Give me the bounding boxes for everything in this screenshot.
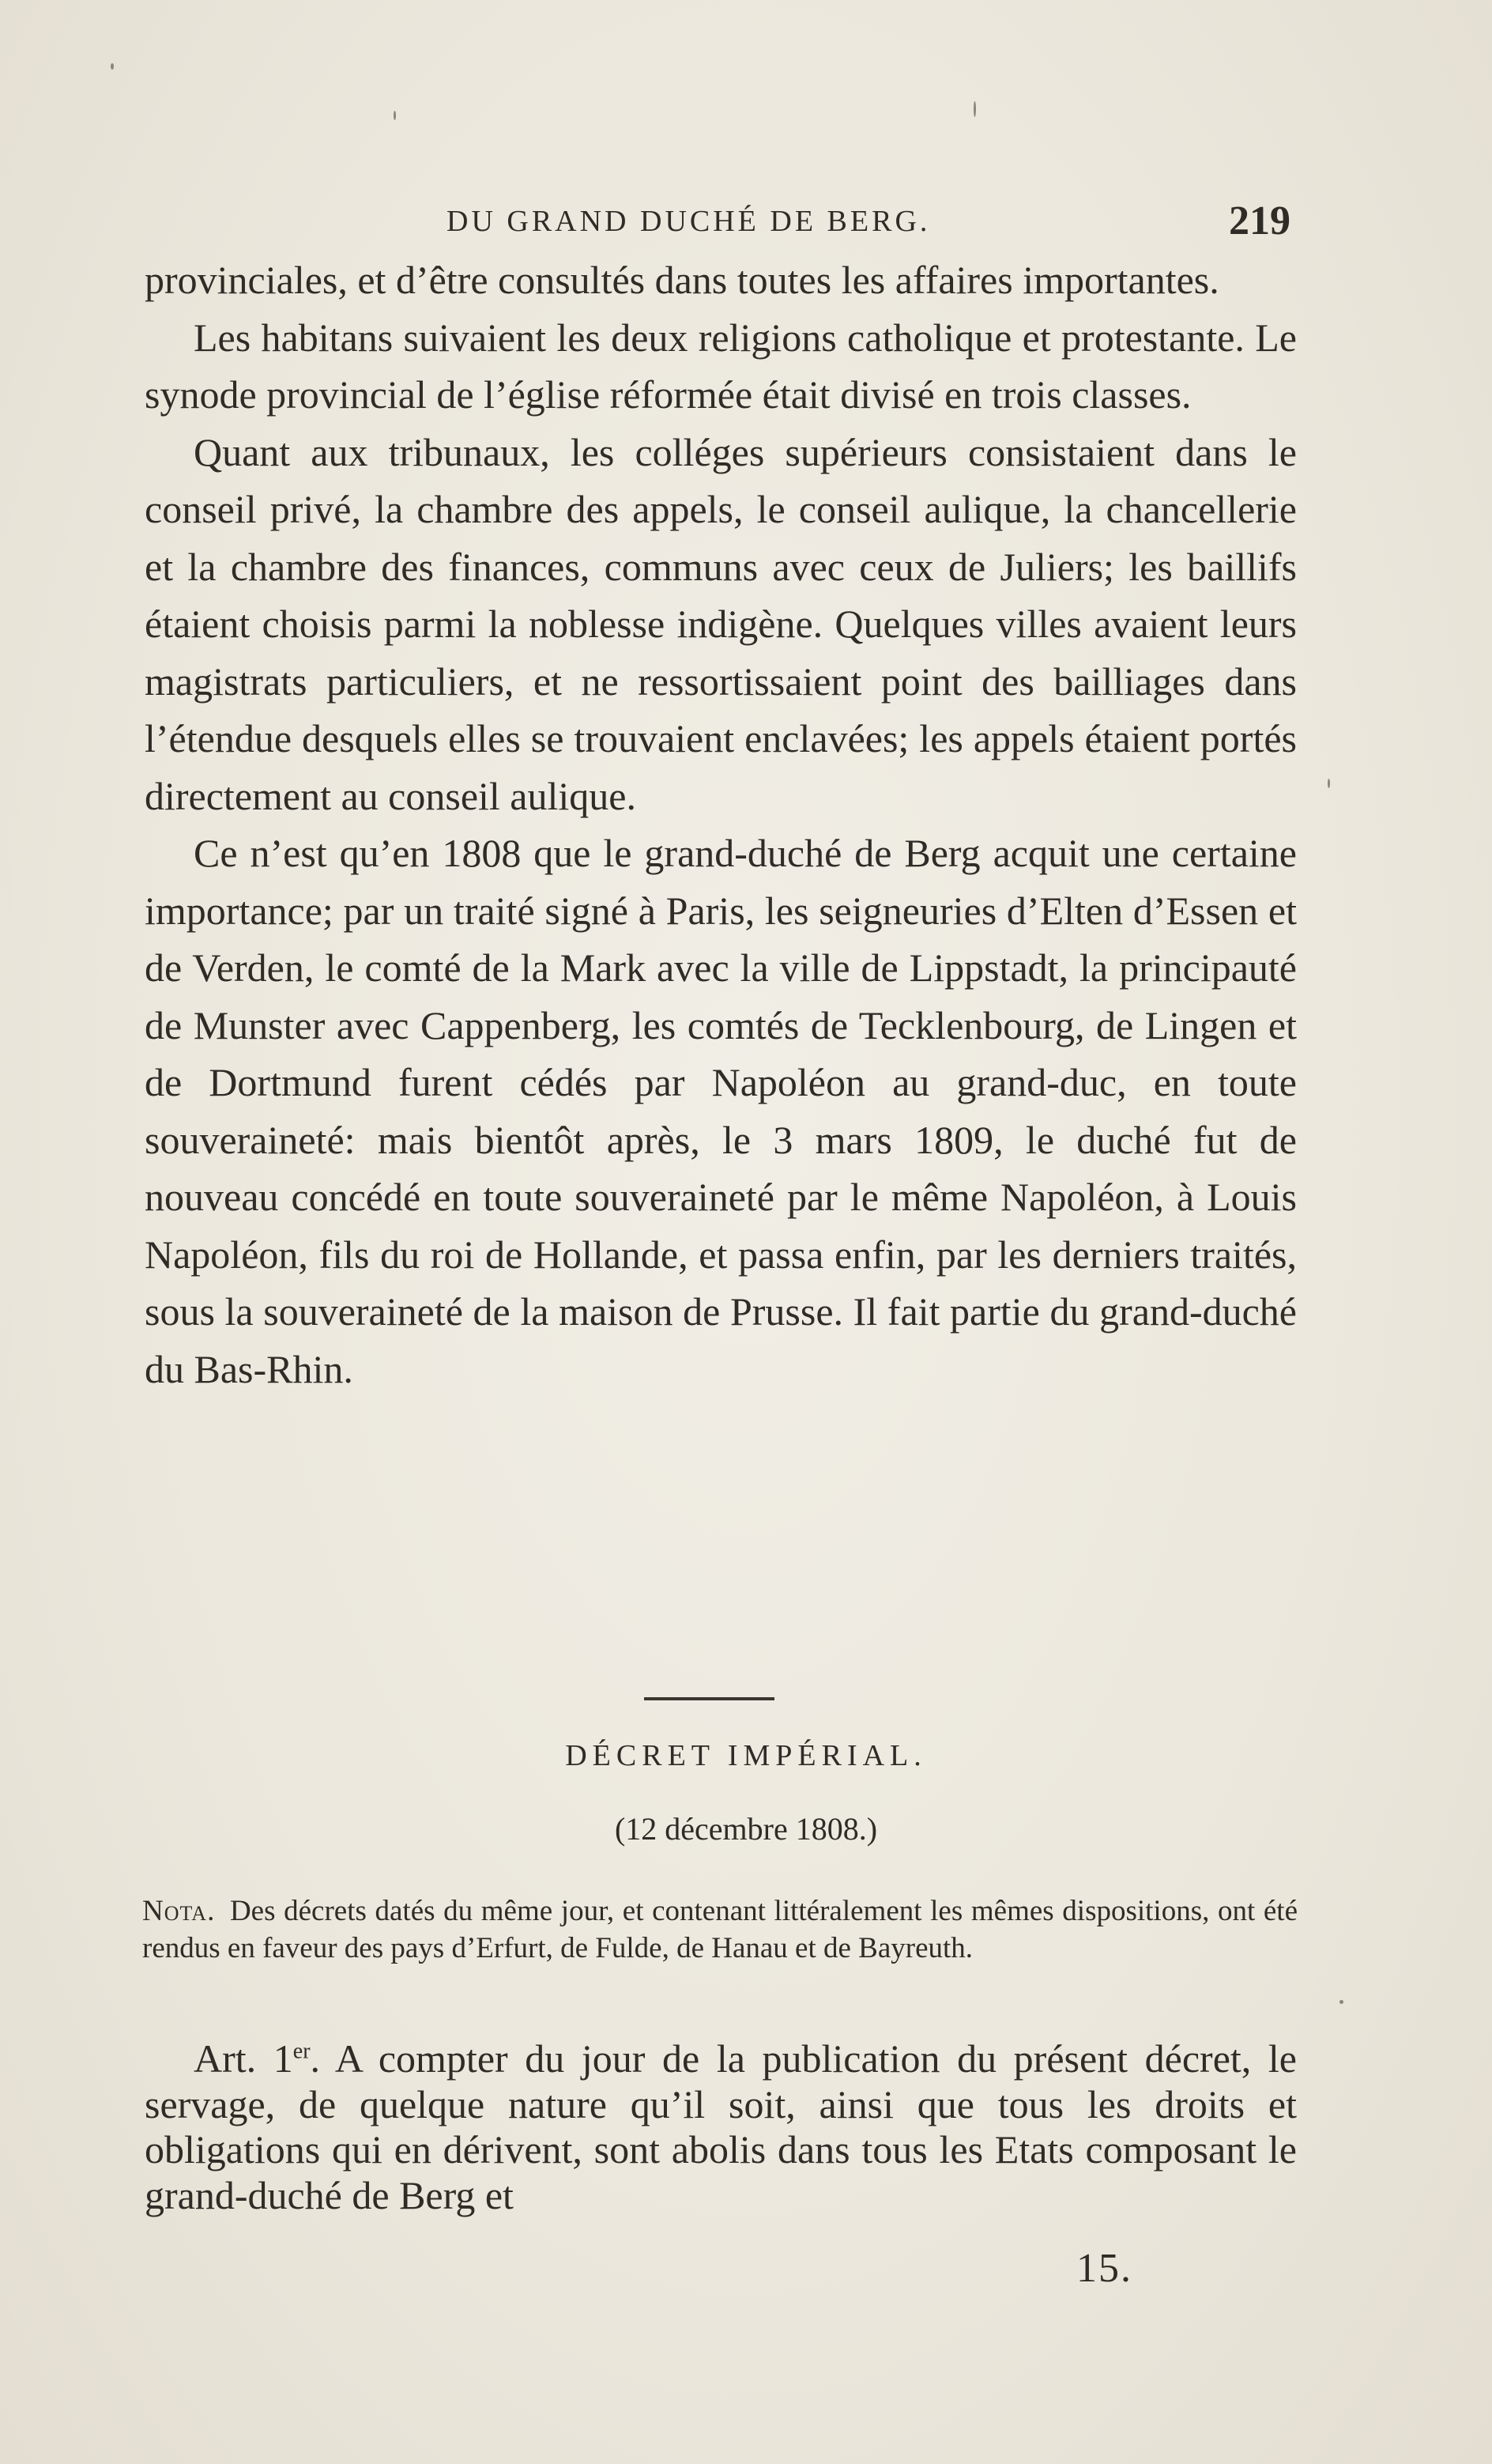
section-rule (644, 1697, 774, 1700)
decree-title: DÉCRET IMPÉRIAL. (565, 1739, 927, 1772)
page-number: 219 (1229, 198, 1290, 243)
paragraph-religions: Les habitans suivaient les deux religions catholique et protestante. Le synode provincial de l’église réformée était divisé en trois classes. (145, 315, 1297, 417)
decree-date: (12 décembre 1808.) (614, 1811, 878, 1847)
paper-speck (1339, 2000, 1343, 2004)
page-header (0, 198, 1492, 251)
article-prefix: Art. 1 (194, 2036, 293, 2081)
article-text: . A compter du jour de la publication du présent décret, le servage, de quelque nature qu’il soit, ainsi que tous les droits et obligations qui en dérivent, sont abolis dans tous les Etats composant le grand-duché de Berg et (145, 2036, 1297, 2217)
nota-note (142, 1892, 1298, 1967)
signature-mark: 15. (1076, 2246, 1132, 2291)
paragraph-tribunals: Quant aux tribunaux, les colléges supérieurs consistaient dans le conseil privé, la chambre des appels, le conseil aulique, la chancellerie et la chambre des finances, communs avec ceux de Juliers; les baillifs étaient choisis parmi la noblesse indigène. Quelques villes avaient leurs magistrats particuliers, et ne ressortissaient point des bailliages dans l’étendue desquels elles se trouvaient enclavées; les appels étaient portés directement au conseil aulique. (145, 429, 1297, 818)
nota-text: Des décrets datés du même jour, et contenant littéralement les mêmes dispositions, ont été rendus en faveur des pays d’Erfurt, de Fulde, de Hanau et de Bayreuth. (142, 1895, 1298, 1964)
nota-label: Nota. (142, 1895, 216, 1927)
article-superscript: er (292, 2039, 311, 2064)
paper-speck (974, 101, 976, 117)
paragraph-continuation: provinciales, et d’être consultés dans toutes les affaires importantes. (145, 258, 1219, 302)
main-text (145, 251, 1297, 1398)
paragraph-history: Ce n’est qu’en 1808 que le grand-duché de Berg acquit une certaine importance; par un traité signé à Paris, les seigneuries d’Elten d’Essen et de Verden, le comté de la Mark avec la ville de Lippstadt, la principauté de Munster avec Cappenberg, les comtés de Tecklenbourg, de Lingen et de Dortmund furent cédés par Napoléon au grand-duc, en toute souveraineté: mais bientôt après, le 3 mars 1809, le duché fut de nouveau concédé en toute souveraineté par le même Napoléon, à Louis Napoléon, fils du roi de Hollande, et passa enfin, par les derniers traités, sous la souveraineté de la maison de Prusse. Il fait partie du grand-duché du Bas-Rhin. (145, 831, 1297, 1391)
paper-speck (394, 111, 396, 120)
running-head: DU GRAND DUCHÉ DE BERG. (446, 205, 931, 238)
paper-speck (111, 63, 114, 70)
article-1 (145, 2036, 1297, 2218)
paper-speck (1328, 779, 1330, 788)
